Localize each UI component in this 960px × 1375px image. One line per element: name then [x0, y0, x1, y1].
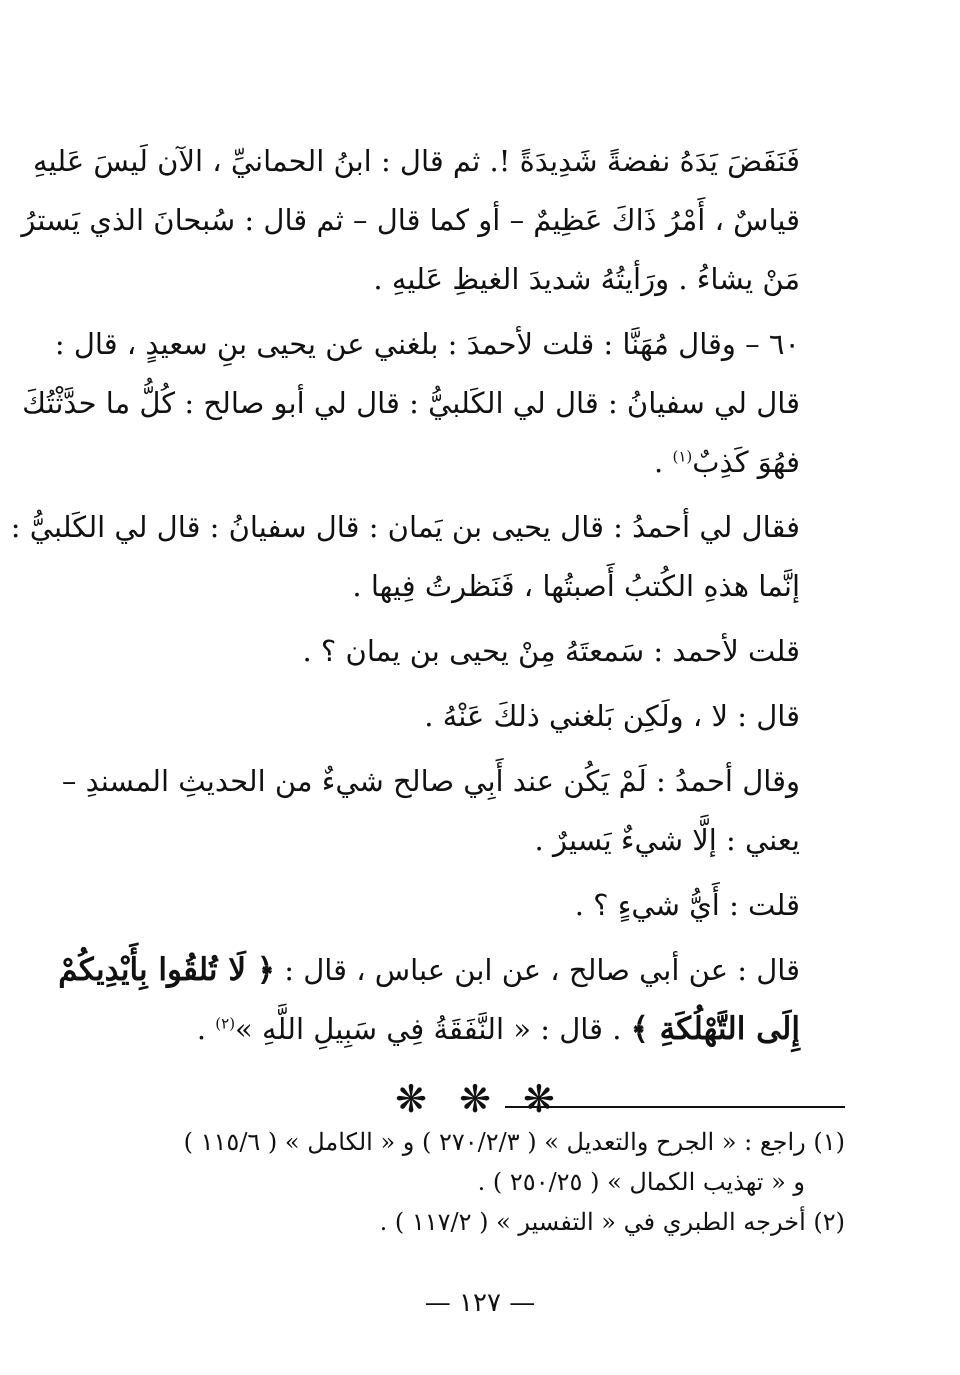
footnote-divider: [505, 1106, 845, 1108]
paragraph-3: [10, 498, 840, 616]
paragraph-5: [120, 687, 840, 746]
paragraph-8-line-1: [58, 941, 840, 1000]
footnote-ref-1[interactable]: (١): [672, 447, 693, 466]
footnote-2-line-1: (٢) أخرجه الطبري في « التفسير » ( ١١٧/٢ ) .: [379, 1208, 845, 1236]
paragraph-7-line-1: قلت : أَيُّ شيءٍ ؟ .: [574, 888, 800, 922]
section-separator-stars: ❋ ❋ ❋: [395, 1077, 565, 1121]
paragraph-2-line-1: ٦٠ – وقال مُهَنَّا : قلت لأحمدَ : بلغني عن يحيى بنِ سعيدٍ ، قال :: [54, 327, 800, 361]
paragraph-6-line-1: وقال أحمدُ : لَمْ يَكُن عند أَبِي صالح شيءٌ من الحديثِ المسندِ –: [61, 764, 800, 798]
quran-verse-part-2: إِلَى التَّهْلُكَةِ ﴾: [630, 1011, 800, 1047]
paragraph-1-line-3: مَنْ يشاءُ . ورَأيتُهُ شديدَ الغيظِ عَليهِ .: [373, 262, 800, 296]
paragraph-1-line-1: فَنَفَضَ يَدَهُ نفضةً شَدِيدَةً !. ثم قال : ابنُ الحمانيِّ ، الآن لَيسَ عَليهِ: [32, 144, 800, 178]
paragraph-5-line-1: قال : لا ، ولَكِن بَلغني ذلكَ عَنْهُ .: [424, 699, 800, 733]
quran-verse-part-1: ﴿ لَا تُلقُوا بِأَيْدِيكُمْ: [58, 952, 275, 988]
footnotes-section: [120, 1106, 845, 1242]
page-body: [10, 132, 840, 1129]
footnote-ref-2[interactable]: (٢): [215, 1014, 236, 1033]
paragraph-2-line-3-text: فهُوَ كَذِبٌ: [692, 445, 800, 479]
footnote-1-line-1: (١) راجع : « الجرح والتعديل » ( ٢٧٠/٢/٣ ) و « الكامل » ( ١١٥/٦ ): [183, 1128, 845, 1156]
paragraph-6: [61, 752, 840, 870]
paragraph-8-line-2-text: . قال : « النَّفَقَةُ فِي سَبِيلِ اللَّهِ »: [235, 1012, 622, 1046]
paragraph-2: [22, 315, 840, 492]
paragraph-8-line-2: إِلَى التَّهْلُكَةِ ﴾ . قال : « النَّفَقَةُ فِي سَبِيلِ اللَّهِ »$^{(٢)}$ .: [196, 1011, 800, 1047]
paragraph-3-line-2: إنَّما هذهِ الكُتبُ أَصبتُها ، فَنَظرتُ فِيها .: [352, 569, 800, 603]
paragraph-4-line-1: قلت لأحمد : سَمعتَهُ مِنْ يحيى بن يمان ؟ .: [302, 634, 800, 668]
footnote-1: [120, 1122, 845, 1202]
paragraph-6-line-2: يعني : إلَّا شيءٌ يَسيرٌ .: [534, 823, 800, 857]
footnote-1-line-2: و « تهذيب الكمال » ( ٢٥٠/٢٥ ) .: [477, 1168, 805, 1196]
page-number: — ١٢٧ —: [424, 1288, 536, 1318]
paragraph-8: [58, 941, 840, 1059]
paragraph-2-line-3: فهُوَ كَذِبٌ$^{(١)}$ .: [654, 445, 800, 479]
paragraph-1: [21, 132, 840, 309]
paragraph-4: [120, 622, 840, 681]
footnote-2: [120, 1202, 845, 1242]
paragraph-2-line-2: قال لي سفيانُ : قال لي الكَلبيُّ : قال لي أبو صالح : كُلُّ ما حدَّثْتُكَ: [22, 386, 800, 420]
paragraph-3-line-1: فقال لي أحمدُ : قال يحيى بن يَمان : قال سفيانُ : قال لي الكَلبيُّ :: [10, 510, 800, 544]
paragraph-7: [120, 876, 840, 935]
paragraph-1-line-2: قياسٌ ، أَمْرُ ذَاكَ عَظِيمٌ – أو كما قال – ثم قال : سُبحانَ الذي يَسترُ: [21, 203, 800, 237]
paragraph-8-line-1-text: قال : عن أبي صالح ، عن ابن عباس ، قال :: [284, 953, 800, 987]
